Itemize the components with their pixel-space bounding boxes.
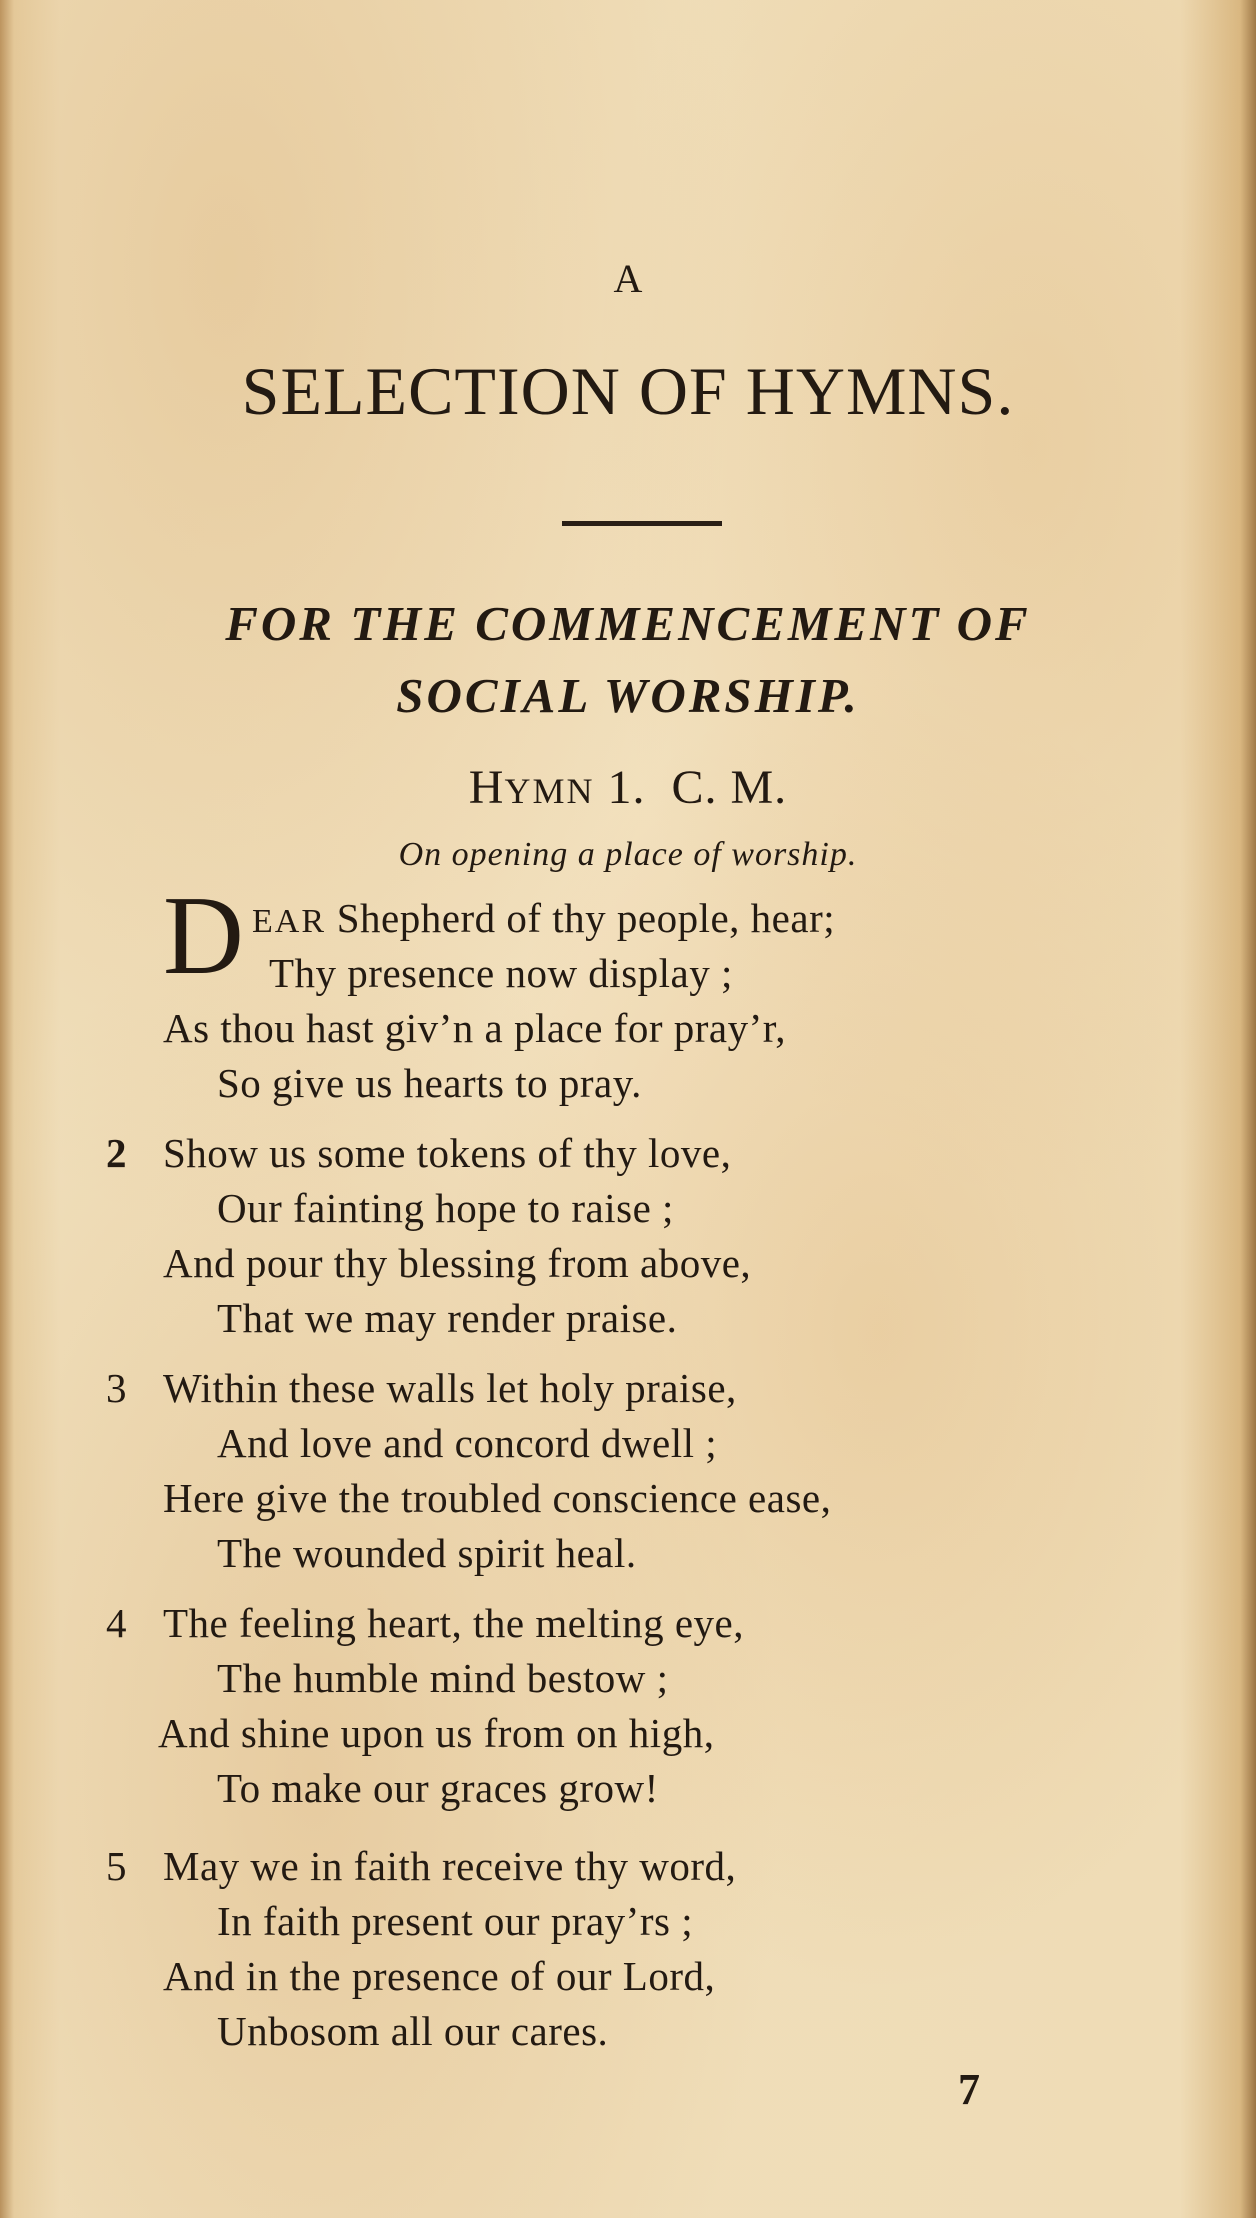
drop-cap: D (163, 874, 244, 998)
hymn-meter: C. M. (671, 761, 788, 814)
verse-2-line-4: That we may render praise. (217, 1295, 678, 1341)
verse-4-line-4: To make our graces grow! (217, 1765, 659, 1811)
verse-3-line-2: And love and concord dwell ; (217, 1420, 718, 1466)
section-title-line-2: SOCIAL WORSHIP. (396, 668, 860, 723)
verse-2-line-2: Our fainting hope to raise ; (217, 1185, 674, 1231)
verse-1-line-3: As thou hast giv’n a place for pray’r, (163, 1005, 787, 1051)
page-title: SELECTION OF HYMNS. (241, 353, 1015, 429)
verse-5-line-2: In faith present our pray’rs ; (217, 1898, 694, 1944)
title-rule (562, 521, 722, 526)
verse-5-number: 5 (106, 1843, 127, 1889)
heading-letter: A (613, 256, 643, 301)
verse-4-number: 4 (106, 1600, 127, 1646)
verse-4-line-1: The feeling heart, the melting eye, (163, 1600, 745, 1646)
verse-2-line-3: And pour thy blessing from above, (163, 1240, 752, 1286)
verse-1-line-2: Thy presence now display ; (269, 950, 733, 996)
verse-3-line-1: Within these walls let holy praise, (163, 1365, 737, 1411)
verse-5-line-3: And in the presence of our Lord, (163, 1953, 716, 1999)
verse-4-line-3: And shine upon us from on high, (158, 1710, 715, 1756)
verse-1-first-word: EAR (252, 903, 326, 940)
page-number: 7 (958, 2065, 980, 2114)
hymn-heading (0, 760, 1256, 815)
verse-1-line-1-rest: Shepherd of thy people, hear; (326, 895, 836, 941)
verse-2-number: 2 (106, 1130, 127, 1176)
verse-2-line-1: Show us some tokens of thy love, (163, 1130, 732, 1176)
verse-3-number: 3 (106, 1365, 127, 1411)
section-title-line-1: FOR THE COMMENCEMENT OF (225, 596, 1031, 651)
verse-1-line-4: So give us hearts to pray. (217, 1060, 642, 1106)
verse-3-line-4: The wounded spirit heal. (217, 1530, 637, 1576)
hymn-label-rest: YMN (504, 771, 595, 811)
verse-5-line-1: May we in faith receive thy word, (163, 1843, 737, 1889)
verse-1-line-1 (252, 895, 836, 941)
hymn-subtitle: On opening a place of worship. (398, 836, 858, 873)
verse-4-line-2: The humble mind bestow ; (217, 1655, 669, 1701)
verse-5-line-4: Unbosom all our cares. (217, 2008, 609, 2054)
hymn-label-cap: H (468, 761, 505, 814)
hymn-number: 1. (607, 761, 646, 814)
verse-3-line-3: Here give the troubled conscience ease, (163, 1475, 832, 1521)
